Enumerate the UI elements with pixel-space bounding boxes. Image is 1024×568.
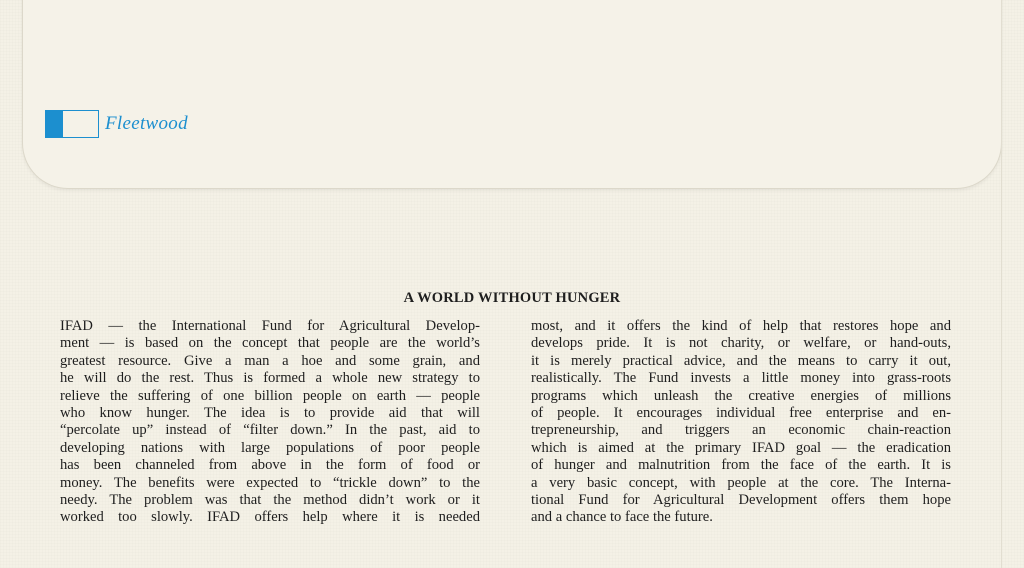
- text-line: of hunger and malnutrition from the face of the earth. It is: [531, 457, 951, 474]
- text-line: relieve the suffering of one billion people on earth — people: [60, 387, 480, 404]
- text-line: money. The benefits were expected to “trickle down” to the: [60, 474, 480, 491]
- text-line: realistically. The Fund invests a little money into grass-roots: [531, 370, 951, 387]
- text-line: trepreneurship, and triggers an economic chain-reaction: [531, 422, 951, 439]
- logo-mark-icon: [45, 110, 99, 138]
- text-line: greatest resource. Give a man a hoe and some grain, and: [60, 352, 480, 369]
- text-line: has been channeled from above in the form of food or: [60, 457, 480, 474]
- text-line: developing nations with large populations of poor people: [60, 439, 480, 456]
- article-title: A WORLD WITHOUT HUNGER: [403, 290, 621, 306]
- text-line: it is merely practical advice, and the means to carry it out,: [531, 352, 951, 369]
- text-line: which is aimed at the primary IFAD goal — the eradication: [531, 439, 951, 456]
- text-line: programs which unleash the creative energies of millions: [531, 387, 951, 404]
- text-line: tional Fund for Agricultural Development offers them hope: [531, 492, 951, 509]
- envelope-edge: [1001, 0, 1002, 568]
- text-line: who know hunger. The idea is to provide aid that will: [60, 405, 480, 422]
- text-line: ment — is based on the concept that people are the world’s: [60, 335, 480, 352]
- text-line: IFAD — the International Fund for Agricultural Develop-: [60, 318, 480, 334]
- text-line: and a chance to face the future.: [531, 509, 713, 526]
- text-line: most, and it offers the kind of help that restores hope and: [531, 318, 951, 334]
- logo-mark-fill: [46, 111, 63, 137]
- text-line: develops pride. It is not charity, or welfare, or hand-outs,: [531, 335, 951, 352]
- envelope-flap: [22, 0, 1002, 189]
- text-line: he will do the rest. Thus is formed a whole new strategy to: [60, 370, 480, 387]
- text-line: needy. The problem was that the method didn’t work or it: [60, 492, 480, 509]
- article-column-right: [531, 318, 951, 527]
- text-line: worked too slowly. IFAD offers help where it is needed: [60, 509, 480, 526]
- text-line: of people. It encourages individual free enterprise and en-: [531, 405, 951, 422]
- article-column-left: [60, 318, 480, 527]
- text-line: “percolate up” instead of “filter down.” In the past, aid to: [60, 422, 480, 439]
- text-line: a very basic concept, with people at the core. The Interna-: [531, 474, 951, 491]
- logo-text: Fleetwood: [105, 113, 188, 134]
- fleetwood-logo: [45, 109, 188, 139]
